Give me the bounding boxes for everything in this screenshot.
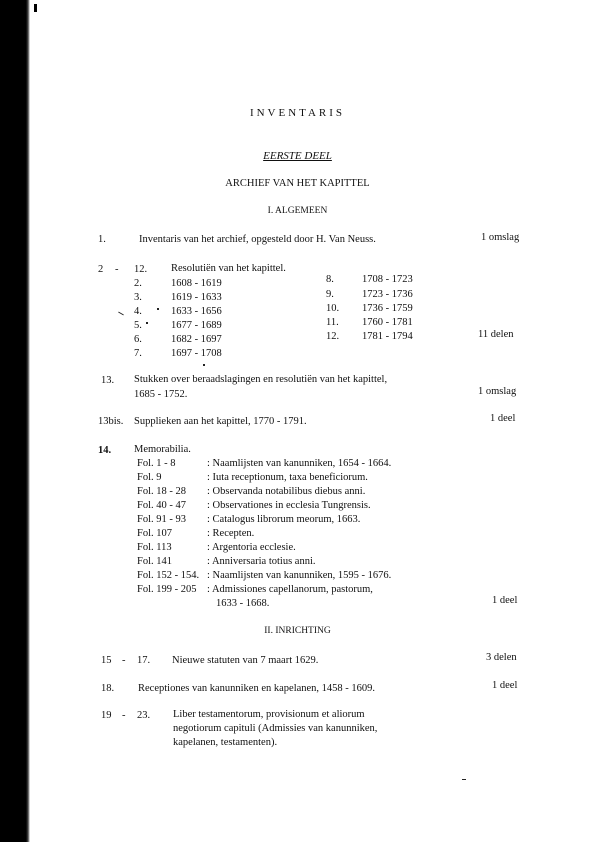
entry-14-quantity: 1 deel bbox=[492, 595, 518, 606]
part-heading: EERSTE DEEL bbox=[263, 150, 332, 162]
entry-1-number: 1. bbox=[98, 234, 106, 245]
folio-range: Fol. 152 - 154. bbox=[137, 570, 200, 581]
volume-years: 1633 - 1656 bbox=[171, 306, 222, 317]
folio-range: Fol. 40 - 47 bbox=[137, 500, 187, 511]
folio-range: Fol. 113 bbox=[137, 542, 172, 553]
entry-15-dash: - bbox=[122, 655, 126, 666]
entry-19-text-line1: Liber testamentorum, provisionum et aliorum bbox=[173, 709, 365, 720]
folio-description: : Recepten. bbox=[207, 528, 255, 539]
entry-2-number-end: 12. bbox=[134, 264, 148, 275]
folio-range: Fol. 18 - 28 bbox=[137, 486, 187, 497]
folio-description-continuation: 1633 - 1668. bbox=[216, 598, 270, 609]
folio-description: : Iuta receptionum, taxa beneficiorum. bbox=[207, 472, 368, 483]
volume-number: 2. bbox=[134, 278, 142, 289]
volume-number: 4. bbox=[134, 306, 142, 317]
section-heading: ARCHIEF VAN HET KAPITTEL bbox=[225, 178, 370, 189]
entry-1-text: Inventaris van het archief, opgesteld door H. Van Neuss. bbox=[139, 234, 376, 245]
folio-range: Fol. 141 bbox=[137, 556, 173, 567]
folio-description: : Observanda notabilibus diebus anni. bbox=[207, 486, 366, 497]
entry-2-quantity: 11 delen bbox=[478, 329, 514, 340]
page-title: INVENTARIS bbox=[249, 107, 346, 119]
volume-years: 1723 - 1736 bbox=[362, 289, 413, 300]
volume-number: 8. bbox=[326, 274, 334, 285]
volume-years: 1619 - 1633 bbox=[171, 292, 222, 303]
folio-description: : Catalogus librorum meorum, 1663. bbox=[207, 514, 361, 525]
entry-13bis-quantity: 1 deel bbox=[490, 413, 516, 424]
volume-years: 1677 - 1689 bbox=[171, 320, 222, 331]
volume-years: 1708 - 1723 bbox=[362, 274, 413, 285]
scan-speck bbox=[118, 312, 124, 316]
scan-speck bbox=[462, 779, 466, 780]
folio-description: : Argentoria ecclesie. bbox=[207, 542, 296, 553]
scan-edge-shadow bbox=[0, 0, 30, 842]
volume-number: 10. bbox=[326, 303, 340, 314]
volume-years: 1682 - 1697 bbox=[171, 334, 222, 345]
volume-years: 1760 - 1781 bbox=[362, 317, 413, 328]
entry-13-quantity: 1 omslag bbox=[478, 386, 517, 397]
volume-years: 1608 - 1619 bbox=[171, 278, 222, 289]
entry-15-text: Nieuwe statuten van 7 maart 1629. bbox=[172, 655, 319, 666]
entry-13-text-line1: Stukken over beraadslagingen en resolutiën van het kapittel, bbox=[134, 374, 388, 385]
entry-18-quantity: 1 deel bbox=[492, 680, 518, 691]
folio-range: Fol. 9 bbox=[137, 472, 162, 483]
entry-14-text: Memorabilia. bbox=[134, 444, 191, 455]
entry-19-text-line3: kapelanen, testamenten). bbox=[173, 737, 278, 748]
folio-description: : Observationes in ecclesia Tungrensis. bbox=[207, 500, 371, 511]
folio-range: Fol. 107 bbox=[137, 528, 173, 539]
scan-speck bbox=[157, 308, 159, 310]
subsection-heading-organisation: II. INRICHTING bbox=[264, 626, 331, 636]
folio-description: : Anniversaria totius anni. bbox=[207, 556, 316, 567]
volume-number: 11. bbox=[326, 317, 339, 328]
entry-19-number-end: 23. bbox=[137, 710, 151, 721]
entry-1-quantity: 1 omslag bbox=[481, 232, 520, 243]
scan-speck bbox=[146, 322, 148, 324]
volume-number: 6. bbox=[134, 334, 142, 345]
entry-15-quantity: 3 delen bbox=[486, 652, 517, 663]
scan-speck bbox=[34, 4, 37, 12]
volume-number: 3. bbox=[134, 292, 142, 303]
folio-description: : Naamlijsten van kanunniken, 1595 - 1676. bbox=[207, 570, 392, 581]
entry-18-number: 18. bbox=[101, 683, 115, 694]
folio-description: : Admissiones capellanorum, pastorum, bbox=[207, 584, 373, 595]
entry-14-number: 14. bbox=[98, 445, 112, 456]
subsection-heading-general: I. ALGEMEEN bbox=[267, 206, 328, 216]
entry-13-number: 13. bbox=[101, 375, 115, 386]
folio-description: : Naamlijsten van kanunniken, 1654 - 1664. bbox=[207, 458, 392, 469]
entry-19-number: 19 bbox=[101, 710, 112, 721]
volume-number: 9. bbox=[326, 289, 334, 300]
entry-13bis-text: Supplieken aan het kapittel, 1770 - 1791. bbox=[134, 416, 307, 427]
entry-15-number-end: 17. bbox=[137, 655, 151, 666]
entry-19-text-line2: negotiorum capituli (Admissies van kanunniken, bbox=[173, 723, 378, 734]
volume-number: 12. bbox=[326, 331, 340, 342]
entry-19-dash: - bbox=[122, 710, 126, 721]
entry-15-number: 15 bbox=[101, 655, 112, 666]
entry-13-text-line2: 1685 - 1752. bbox=[134, 389, 188, 400]
volume-number: 7. bbox=[134, 348, 142, 359]
volume-number: 5. bbox=[134, 320, 142, 331]
entry-18-text: Receptiones van kanunniken en kapelanen, 1458 - 1609. bbox=[138, 683, 376, 694]
volume-years: 1697 - 1708 bbox=[171, 348, 222, 359]
folio-range: Fol. 91 - 93 bbox=[137, 514, 187, 525]
folio-range: Fol. 199 - 205 bbox=[137, 584, 197, 595]
volume-years: 1736 - 1759 bbox=[362, 303, 413, 314]
entry-2-dash: - bbox=[115, 264, 119, 275]
folio-range: Fol. 1 - 8 bbox=[137, 458, 176, 469]
volume-years: 1781 - 1794 bbox=[362, 331, 413, 342]
scan-speck bbox=[203, 364, 205, 366]
entry-13bis-number: 13bis. bbox=[98, 416, 124, 427]
entry-2-text: Resolutiën van het kapittel. bbox=[171, 263, 286, 274]
entry-2-number: 2 bbox=[98, 264, 104, 275]
